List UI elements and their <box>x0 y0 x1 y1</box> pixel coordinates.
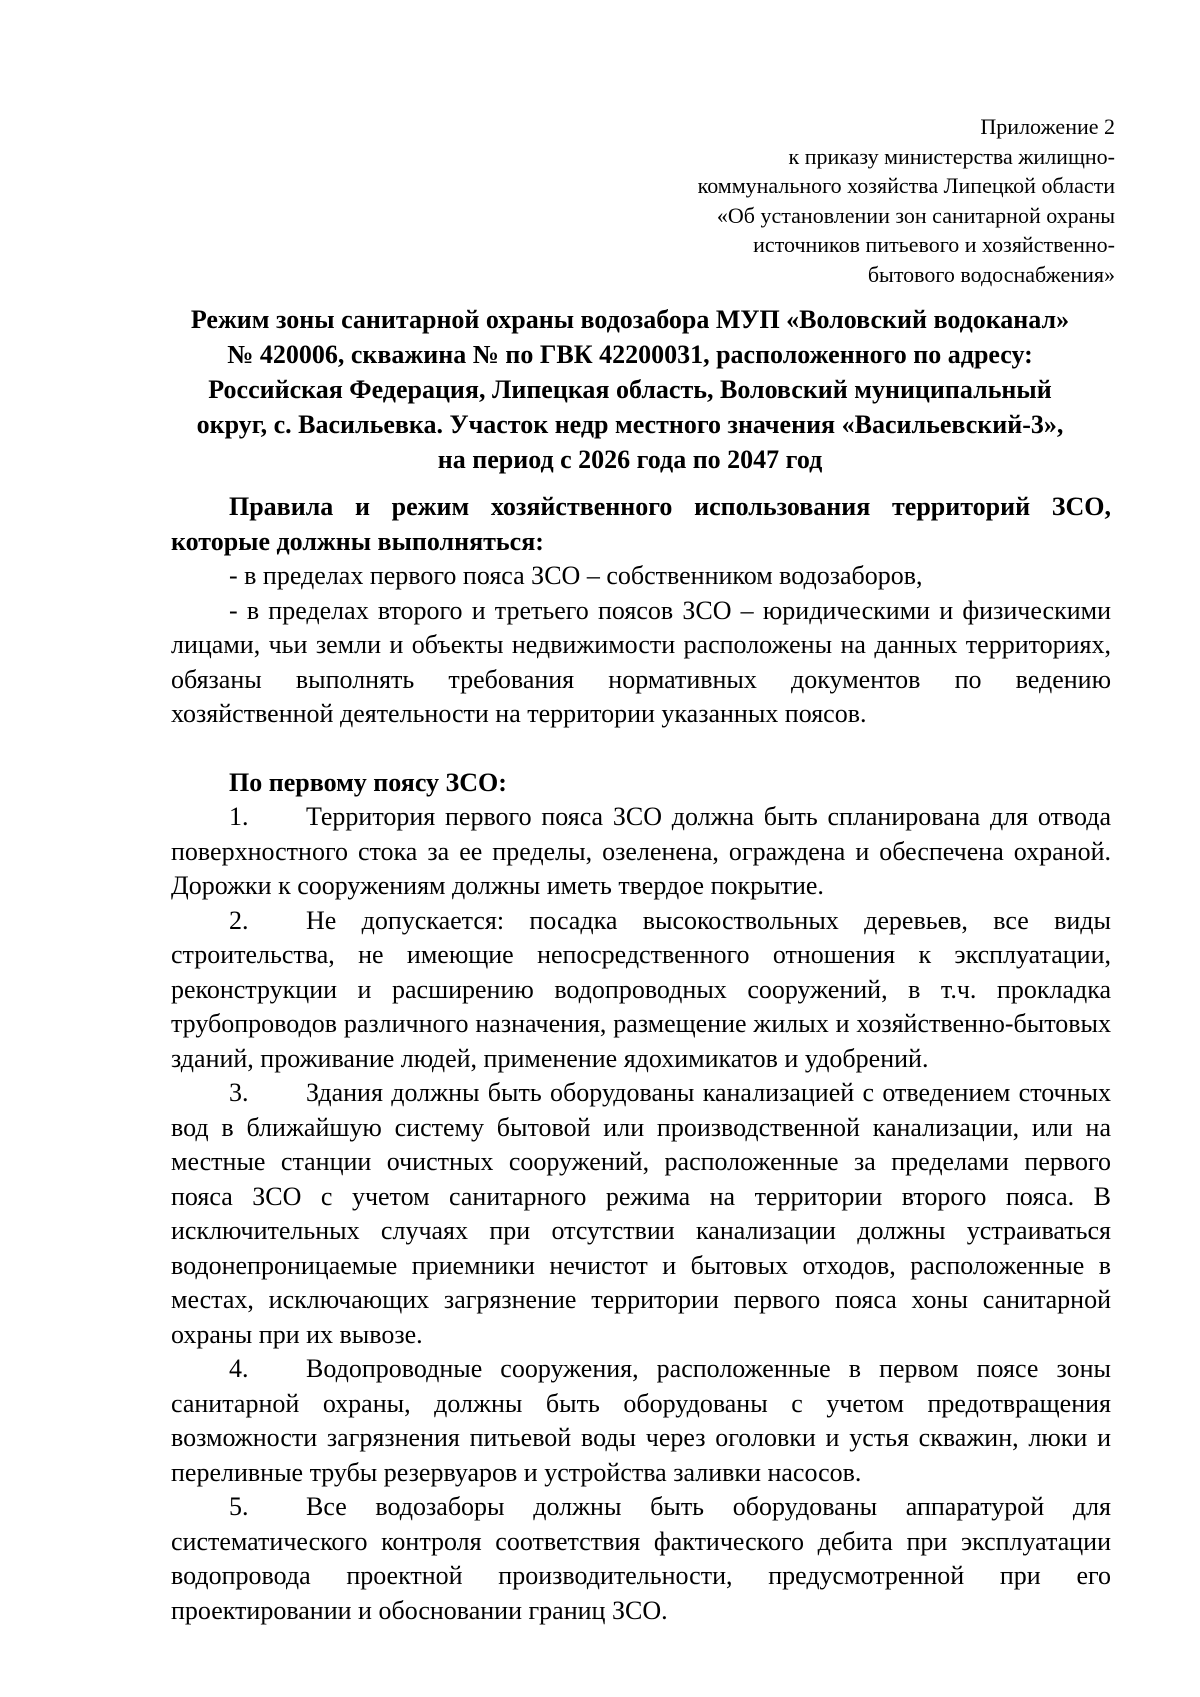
numbered-point <box>171 904 1111 1077</box>
appendix-line: бытового водоснабжения» <box>867 261 1115 287</box>
point-number: 4. <box>229 1354 249 1383</box>
appendix-line: источников питьевого и хозяйственно- <box>753 232 1115 257</box>
point-text: Здания должны быть оборудованы канализацией с отведением сточных вод в ближайшую систему бытовой или производственной канализации, или на местные станции очистных сооружений, расположенные за пределами первого пояса ЗСО с учетом санитарного режима на территории второго пояса. В исключительных случаях при отсутствии канализации должны устраиваться водонепроницаемые приемники нечистот и бытовых отходов, расположенные в местах, исключающих загрязнение территории первого пояса хоны санитарной охраны при их вывозе. <box>171 1078 1111 1349</box>
numbered-point <box>171 800 1111 904</box>
appendix-line: к приказу министерства жилищно- <box>788 143 1115 169</box>
numbered-point <box>171 1352 1111 1490</box>
appendix-line: Приложение 2 <box>980 114 1115 139</box>
point-number: 5. <box>229 1492 249 1521</box>
appendix-line: «Об установлении зон санитарной охраны <box>716 202 1115 228</box>
appendix-block <box>415 112 1115 289</box>
title-line: № 420006, скважина № по ГВК 42200031, расположенного по адресу: <box>227 340 1033 369</box>
appendix-line: коммунального хозяйства Липецкой области <box>697 173 1115 198</box>
point-text: Территория первого пояса ЗСО должна быть спланирована для отвода поверхностного стока за ее пределы, озеленена, ограждена и обеспечена охраной. Дорожки к сооружениям должны иметь твердое покрытие. <box>171 802 1111 900</box>
document-body <box>171 490 1111 1628</box>
first-belt-heading: По первому поясу ЗСО: <box>229 767 507 797</box>
rules-item: - в пределах первого пояса ЗСО – собственником водозаборов, <box>229 561 923 590</box>
rules-item: - в пределах второго и третьего поясов ЗСО – юридическими и физическими лицами, чьи земли и объекты недвижимости расположены на данных территориях, обязаны выполнять требования нормативных документов по ведению хозяйственной деятельности на территории указанных поясов. <box>171 595 1111 728</box>
document-title <box>150 302 1110 477</box>
rules-heading: Правила и режим хозяйственного использования территорий ЗСО, которые должны выполняться: <box>171 492 1111 556</box>
title-line: на период с 2026 года по 2047 год <box>437 445 823 474</box>
point-text: Все водозаборы должны быть оборудованы аппаратурой для систематического контроля соответствия фактического дебита при эксплуатации водопровода проектной производительности, предусмотренной при его проектировании и обосновании границ ЗСО. <box>171 1492 1111 1625</box>
point-text: Водопроводные сооружения, расположенные в первом поясе зоны санитарной охраны, должны быть оборудованы с учетом предотвращения возможности загрязнения питьевой воды через оголовки и устья скважин, люки и переливные трубы резервуаров и устройства заливки насосов. <box>171 1354 1111 1487</box>
point-text: Не допускается: посадка высокоствольных деревьев, все виды строительства, не имеющие непосредственного отношения к эксплуатации, реконструкции и расширению водопроводных сооружений, в т.ч. прокладка трубопроводов различного назначения, размещение жилых и хозяйственно-бытовых зданий, проживание людей, применение ядохимикатов и удобрений. <box>171 905 1111 1073</box>
title-line: округ, с. Васильевка. Участок недр местного значения «Васильевский-3», <box>196 410 1064 439</box>
point-number: 3. <box>229 1078 249 1107</box>
point-number: 2. <box>229 905 249 935</box>
paragraph-gap <box>171 732 1111 766</box>
numbered-point <box>171 1076 1111 1352</box>
point-number: 1. <box>229 802 249 831</box>
title-line: Российская Федерация, Липецкая область, Воловский муниципальный <box>208 375 1052 404</box>
title-line: Режим зоны санитарной охраны водозабора МУП «Воловский водоканал» <box>190 305 1070 334</box>
numbered-point <box>171 1490 1111 1628</box>
